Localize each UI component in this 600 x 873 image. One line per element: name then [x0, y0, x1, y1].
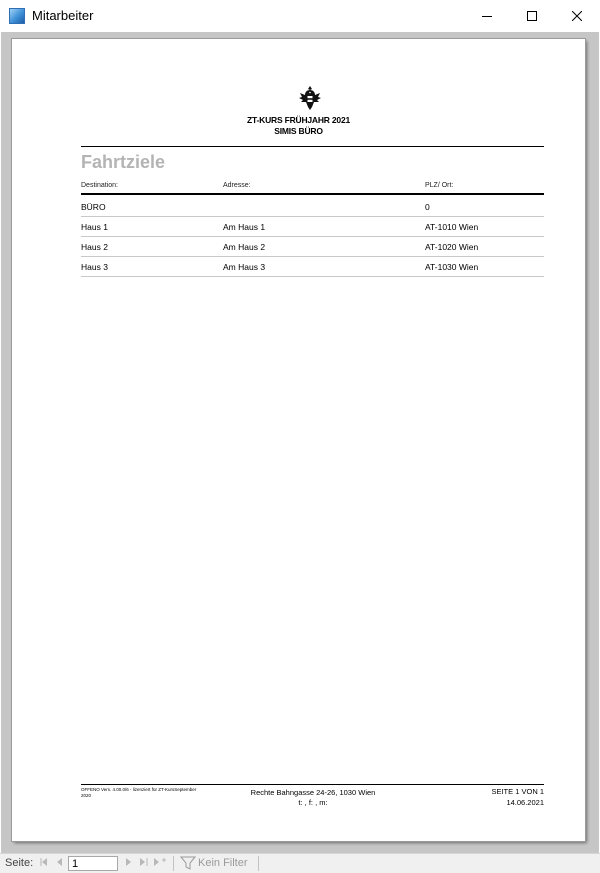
cell-postal-city: AT-1030 Wien: [425, 262, 479, 272]
maximize-button[interactable]: [509, 0, 555, 32]
table-row: [81, 237, 544, 257]
header-divider: [81, 146, 544, 147]
column-header-postal-city: PLZ/ Ort:: [425, 182, 454, 189]
statusbar-separator: [173, 856, 174, 871]
new-record-button[interactable]: [154, 858, 166, 868]
next-page-icon: [126, 858, 132, 866]
cell-destination: Haus 3: [81, 262, 108, 272]
cell-destination: Haus 1: [81, 222, 108, 232]
cell-destination: BÜRO: [81, 202, 106, 212]
footer-divider: [81, 784, 544, 785]
footer-date: 14.06.2021: [506, 798, 544, 807]
footer-address: Rechte Bahngasse 24-26, 1030 Wien: [250, 788, 376, 797]
statusbar-separator: [258, 856, 259, 871]
minimize-icon: [482, 11, 492, 21]
footer-license-text: OFFENO Vers. 4.00.0/6 - lizenziert für ZT-KursSeptember 2020: [81, 787, 197, 798]
record-navigation-bar: [0, 853, 600, 873]
minimize-button[interactable]: [464, 0, 510, 32]
first-page-icon: [40, 858, 48, 866]
column-header-address: Adresse:: [223, 182, 251, 189]
course-subtitle: SIMIS BÜRO: [274, 126, 323, 136]
section-title: Fahrtziele: [81, 152, 166, 172]
last-page-button[interactable]: [140, 858, 148, 868]
close-icon: [572, 11, 582, 21]
page-label: Seite:: [5, 857, 34, 869]
first-page-button[interactable]: [40, 858, 48, 868]
course-title: ZT-KURS FRÜHJAHR 2021: [246, 115, 350, 125]
footer-page-number: SEITE 1 VON 1: [491, 787, 544, 796]
table-row: [81, 217, 544, 237]
column-header-destination: Destination:: [81, 182, 118, 189]
coat-of-arms-eagle-icon: [298, 85, 322, 111]
cell-postal-city: AT-1020 Wien: [425, 242, 479, 252]
report-viewer[interactable]: [1, 32, 599, 853]
table-row: [81, 197, 544, 217]
previous-page-button[interactable]: [56, 858, 62, 868]
title-bar: [0, 0, 600, 32]
app-icon: [9, 8, 25, 24]
page-number-input[interactable]: [68, 856, 118, 871]
close-button[interactable]: [554, 0, 600, 32]
cell-destination: Haus 2: [81, 242, 108, 252]
filter-button[interactable]: Kein Filter: [198, 857, 248, 869]
window-title: Mitarbeiter: [32, 8, 94, 23]
cell-address: Am Haus 2: [223, 242, 266, 252]
cell-postal-city: AT-1010 Wien: [425, 222, 479, 232]
next-page-button[interactable]: [126, 858, 132, 868]
cell-address: Am Haus 1: [223, 222, 266, 232]
last-page-icon: [140, 858, 148, 866]
table-header-divider: [81, 193, 544, 195]
new-record-icon: [154, 858, 166, 866]
maximize-icon: [527, 11, 537, 21]
previous-page-icon: [56, 858, 62, 866]
table-row: [81, 257, 544, 277]
footer-contact: t: , f: , m:: [298, 798, 328, 807]
report-page: [12, 39, 585, 841]
filter-icon: [180, 856, 196, 873]
cell-postal-city: 0: [425, 202, 430, 212]
cell-address: Am Haus 3: [223, 262, 266, 272]
